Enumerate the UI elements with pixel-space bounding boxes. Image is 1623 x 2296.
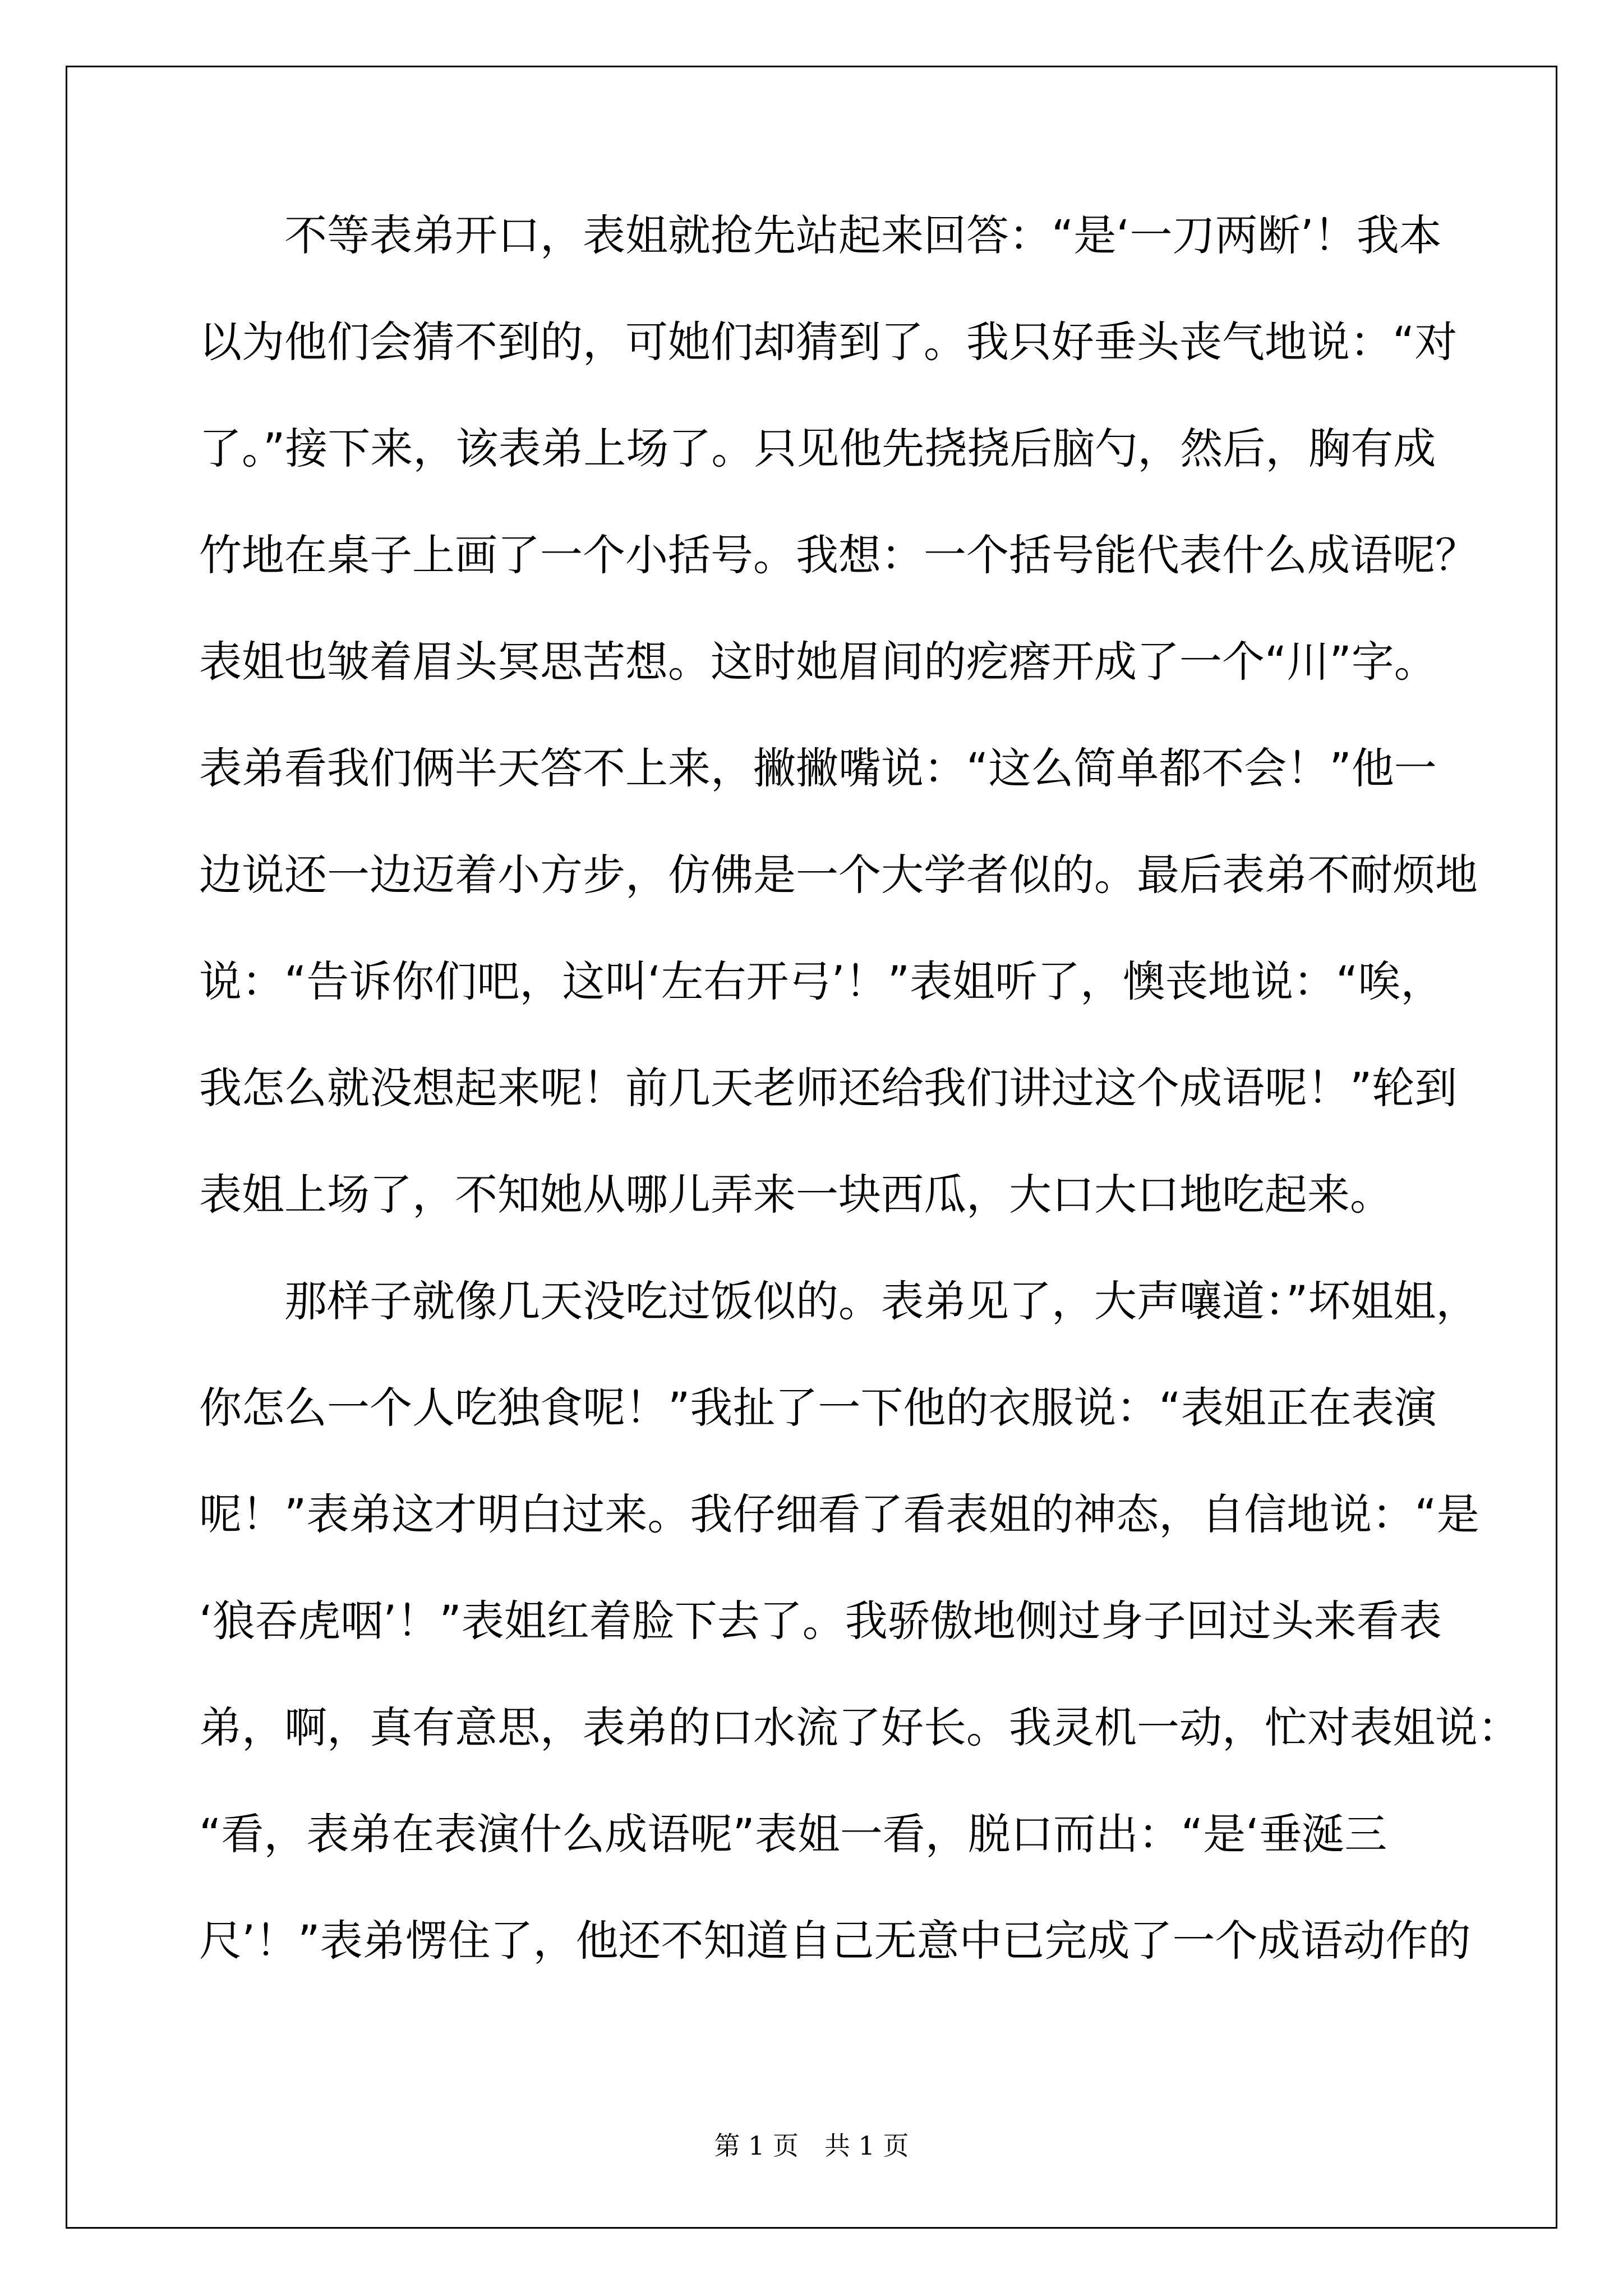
text-line: 表姐上场了，不知她从哪儿弄来一块西瓜，大口大口地吃起来。 [199,1170,1393,1220]
text-line: 尺’！”表弟愣住了，他还不知道自己无意中已完成了一个成语动作的 [199,1916,1471,1966]
text-line: 表姐也皱着眉头冥思苦想。这时她眉间的疙瘩开成了一个“川”字。 [199,637,1437,687]
text-line: 竹地在桌子上画了一个小括号。我想：一个括号能代表什么成语呢？ [199,530,1478,580]
text-line: 说：“告诉你们吧，这叫‘左右开弓’！”表姐听了，懊丧地说：“唉， [199,956,1444,1006]
paragraph-1 [199,182,1478,1248]
text-line: 我怎么就没想起来呢！前几天老师还给我们讲过这个成语呢！”轮到 [199,1063,1458,1113]
text-line: 你怎么一个人吃独食呢！”我扯了一下他的衣服说：“表姐正在表演 [199,1383,1437,1433]
text-line: 那样子就像几天没吃过饭似的。表弟见了，大声嚷道：”坏姐姐， [199,1276,1479,1326]
text-line: 了。”接下来，该表弟上场了。只见他先挠挠后脑勺，然后，胸有成 [199,424,1436,473]
paragraph-2 [199,1248,1520,1994]
text-line: 表弟看我们俩半天答不上来，撇撇嘴说：“这么简单都不会！”他一 [199,743,1437,793]
page-footer: 第 1 页 共 1 页 [714,2131,909,2161]
text-line: “看，表弟在表演什么成语呢”表姐一看，脱口而出：“是‘垂涎三 [199,1809,1387,1859]
text-line: 以为他们会猜不到的，可她们却猜到了。我只好垂头丧气地说：“对 [199,317,1458,367]
document-body [199,182,1520,1994]
text-line: 不等表弟开口，表姐就抢先站起来回答：“是‘一刀两断’！我本 [199,210,1442,260]
text-line: 边说还一边迈着小方步，仿佛是一个大学者似的。最后表弟不耐烦地 [199,850,1478,900]
text-line: 弟，啊，真有意思，表弟的口水流了好长。我灵机一动，忙对表姐说： [199,1703,1520,1752]
text-line: 呢！”表弟这才明白过来。我仔细看了看表姐的神态，自信地说：“是 [199,1489,1479,1539]
text-line: ‘狼吞虎咽’！”表姐红着脸下去了。我骄傲地侧过身子回过头来看表 [199,1596,1442,1646]
